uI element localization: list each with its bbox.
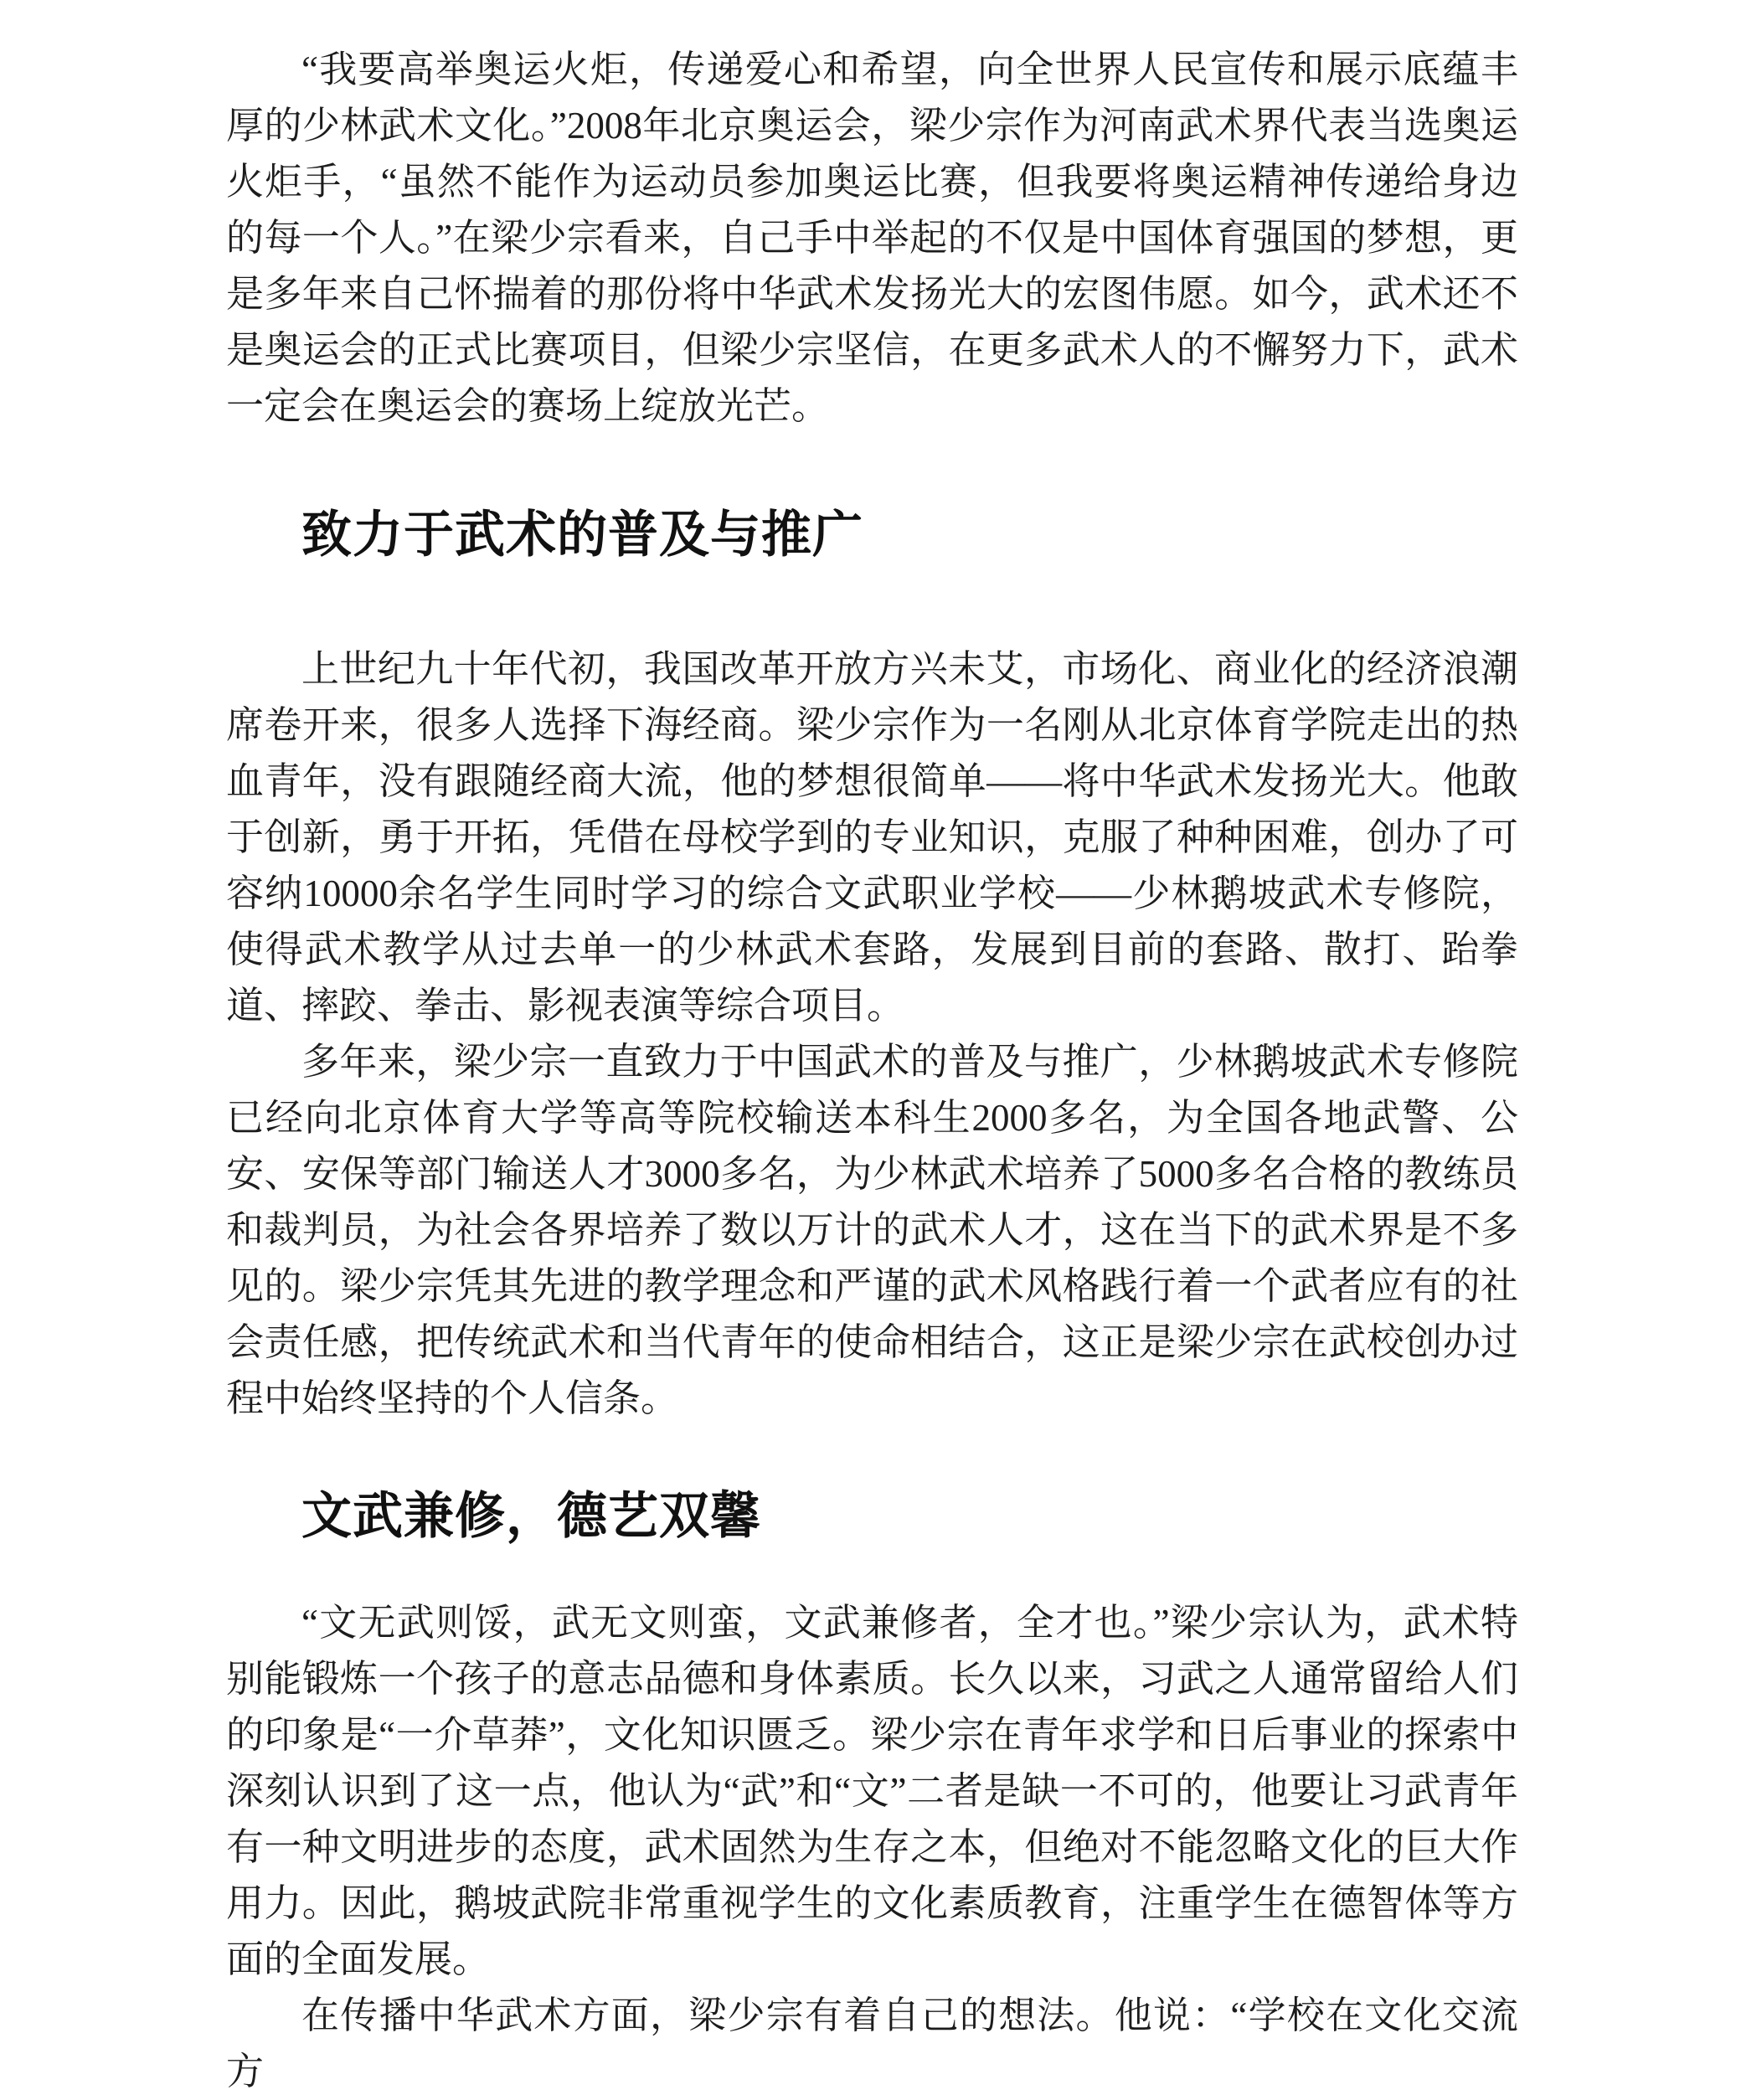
section-heading-promotion: 致力于武术的普及与推广 xyxy=(301,507,863,563)
paragraph-cultural-exchange: 在传播中华武术方面，梁少宗有着自己的想法。他说：“学校在文化交流方 xyxy=(226,1994,1518,2092)
paragraph-education-philosophy: “文无武则馁，武无文则蛮，文武兼修者，全才也。”梁少宗认为，武术特别能锻炼一个孩子的意志品德和身体素质。长久以来，习武之人通常留给人们的印象是“一介草莽”，文化知识匮乏。梁少宗在青年求学和日后事业的探索中深刻认识到了这一点，他认为“武”和“文”二者是缺一不可的，他要让习武青年有一种文明进步的态度，武术固然为生存之本，但绝对不能忽略文化的巨大作用力。因此，鹅坡武院非常重视学生的文化素质教育，注重学生在德智体等方面的全面发展。 xyxy=(226,1602,1518,1980)
paragraph-talent-cultivation: 多年来，梁少宗一直致力于中国武术的普及与推广，少林鹅坡武术专修院已经向北京体育大学等高等院校输送本科生2000多名，为全国各地武警、公安、安保等部门输送人才3000多名，为少林武术培养了5000多名合格的教练员和裁判员，为社会各界培养了数以万计的武术人才，这在当下的武术界是不多见的。梁少宗凭其先进的教学理念和严谨的武术风格践行着一个武者应有的社会责任感，把传统武术和当代青年的使命相结合，这正是梁少宗在武校创办过程中始终坚持的个人信条。 xyxy=(226,1041,1518,1419)
paragraph-olympic-torch: “我要高举奥运火炬，传递爱心和希望，向全世界人民宣传和展示底蕴丰厚的少林武术文化。”2008年北京奥运会，梁少宗作为河南武术界代表当选奥运火炬手，“虽然不能作为运动员参加奥运比赛，但我要将奥运精神传递给身边的每一个人。”在梁少宗看来，自己手中举起的不仅是中国体育强国的梦想，更是多年来自己怀揣着的那份将中华武术发扬光大的宏图伟愿。如今，武术还不是奥运会的正式比赛项目，但梁少宗坚信，在更多武术人的不懈努力下，武术一定会在奥运会的赛场上绽放光芒。 xyxy=(226,49,1518,427)
paragraph-school-founding: 上世纪九十年代初，我国改革开放方兴未艾，市场化、商业化的经济浪潮席卷开来，很多人选择下海经商。梁少宗作为一名刚从北京体育学院走出的热血青年，没有跟随经商大流，他的梦想很简单——将中华武术发扬光大。他敢于创新，勇于开拓，凭借在母校学到的专业知识，克服了种种困难，创办了可容纳10000余名学生同时学习的综合文武职业学校——少林鹅坡武术专修院，使得武术教学从过去单一的少林武术套路，发展到目前的套路、散打、跆拳道、摔跤、拳击、影视表演等综合项目。 xyxy=(226,648,1518,1027)
section-heading-wen-wu: 文武兼修，德艺双馨 xyxy=(301,1488,761,1544)
